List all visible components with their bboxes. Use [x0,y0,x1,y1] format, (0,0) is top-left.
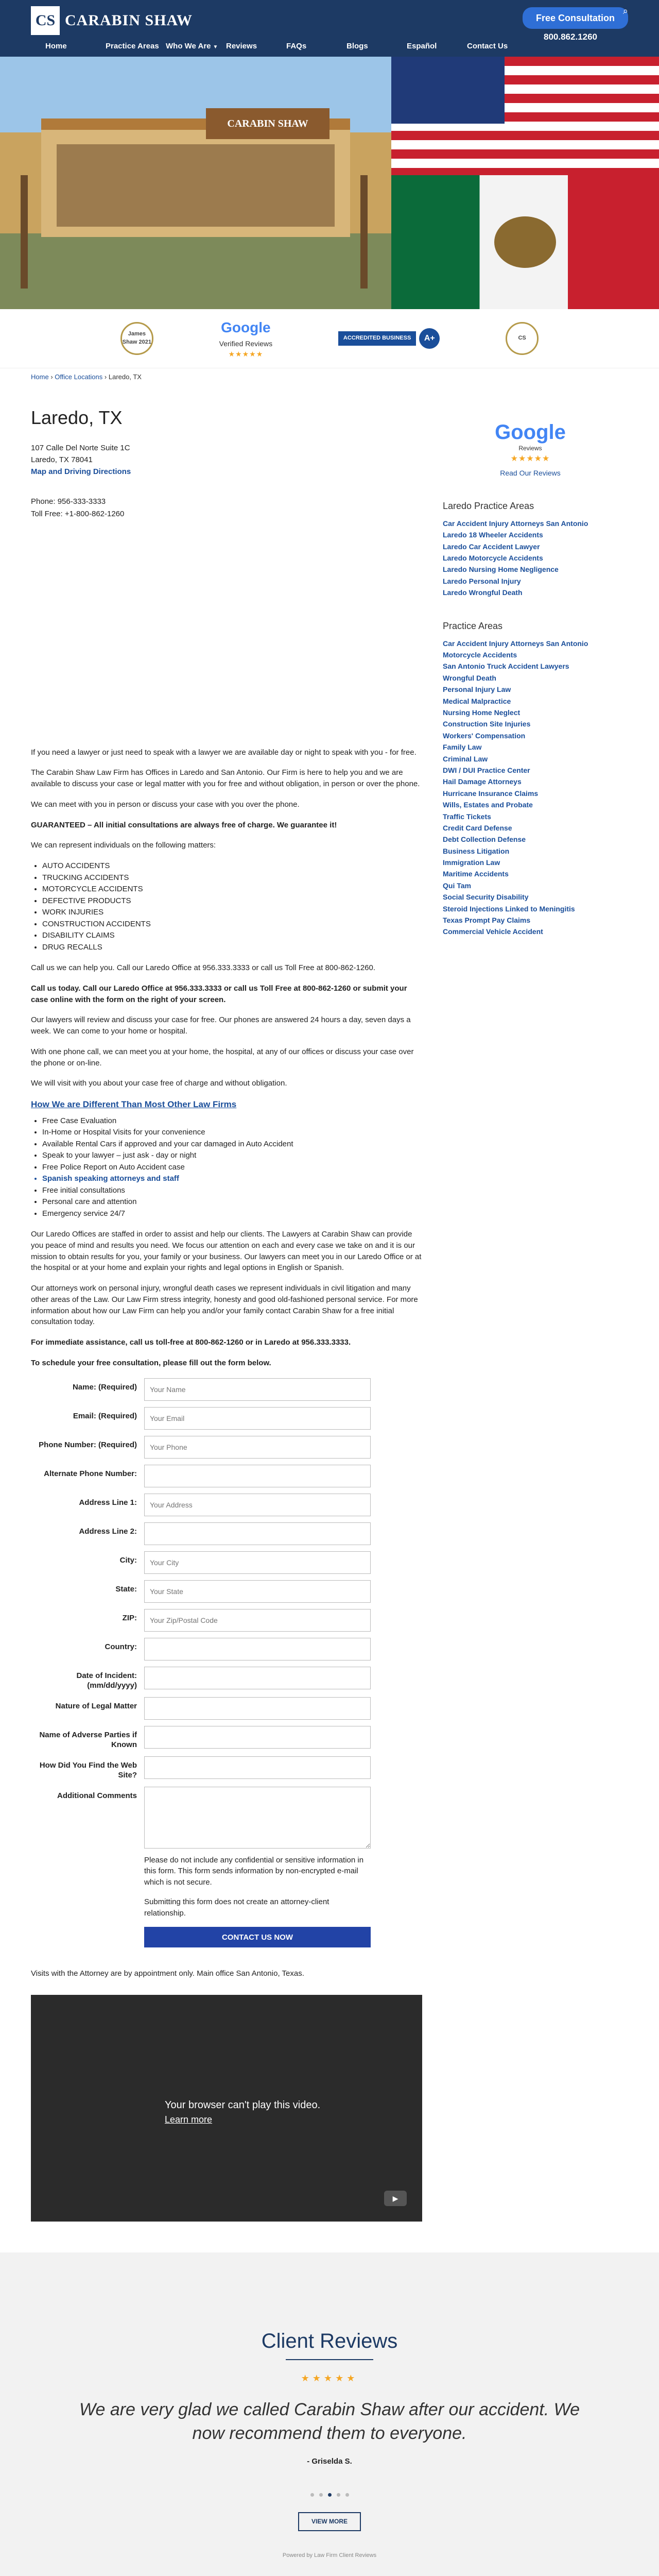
laredo-areas-list [443,518,618,599]
consultation-form [31,1378,422,1948]
list-item: • Free Police Report on Auto Accident case [42,1162,422,1174]
rating-stars: ★★★★★ [228,350,264,359]
building-windows [57,144,335,227]
carousel-dot[interactable] [310,2493,314,2497]
name-label: Name: (Required) [72,1382,137,1392]
flag-canton [391,57,505,124]
phone-input[interactable] [144,1436,371,1459]
zip-label: ZIP: [122,1613,137,1622]
sidebar [443,407,618,2252]
form-row [31,1580,422,1603]
video-error: Your browser can't play this video. [165,2099,321,2111]
sidebar-link[interactable]: Car Accident Injury Attorneys San Antonio [443,639,588,648]
breadcrumb-home[interactable]: Home [31,373,49,381]
nav-blogs[interactable]: Blogs [346,42,368,51]
matters-list [42,860,422,953]
address2-input[interactable] [144,1522,371,1545]
email-label: Email: (Required) [73,1411,137,1420]
sidebar-link[interactable]: Hurricane Insurance Claims [443,789,539,798]
sidebar-link[interactable]: Laredo Personal Injury [443,577,521,585]
phone-label: Phone Number: (Required) [39,1440,137,1449]
form-row [31,1551,422,1574]
form-intro: To schedule your free consultation, please fill out the form below. [31,1358,271,1367]
view-more-button[interactable]: VIEW MORE [298,2512,361,2531]
sidebar-heading: Practice Areas [443,620,503,631]
directions-link[interactable]: Map and Driving Directions [31,467,131,477]
chevron-down-icon: ▼ [213,44,218,50]
practice-areas-list [443,638,618,938]
sidebar-link[interactable]: Laredo Nursing Home Negligence [443,565,559,574]
bbb-rating: A+ [419,328,440,349]
carousel-dot[interactable] [337,2493,340,2497]
map-area [31,531,422,726]
found-site-label: How Did You Find the Web Site? [39,1760,137,1780]
city-input[interactable] [144,1551,371,1574]
main-nav [0,36,659,57]
state-input[interactable] [144,1580,371,1603]
badges-row [0,309,659,368]
search-icon[interactable]: ⌕ [622,6,628,16]
hero-banner [0,57,659,309]
address1-label: Address Line 1: [79,1498,137,1507]
sidebar-link[interactable]: Laredo Motorcycle Accidents [443,553,543,562]
google-reviews-label: Reviews [518,444,542,452]
sidebar-link[interactable]: Debt Collection Defense [443,835,526,844]
sidebar-link[interactable]: Qui Tam [443,881,471,890]
sidebar-link[interactable]: Social Security Disability [443,893,529,902]
sidebar-link[interactable]: Immigration Law [443,858,500,867]
paragraph: The Carabin Shaw Law Firm has Offices in Laredo and San Antonio. Our Firm is here to help you and we are available to discuss your case or legal matter with you for free and without obligation, in person or over the phone. [31,768,420,789]
review-quote: We are very glad we called Carabin Shaw after our accident. We now recommend them to everyone. [79,2400,580,2444]
read-reviews-link[interactable]: Read Our Reviews [500,469,561,478]
page-title: Laredo, TX [31,406,123,428]
google-verified-badge[interactable] [219,317,273,359]
form-row [31,1378,422,1401]
google-reviews-widget [443,417,618,479]
list-item: • Free Case Evaluation [42,1115,422,1127]
incident-date-label: Date of Incident: (mm/dd/yyyy) [76,1671,137,1690]
paragraph: Our attorneys work on personal injury, wrongful death cases we represent individuals in civil litigation and many other areas of the Law. Our Law Firm stress integrity, honesty and good old-fashioned personal service. For more information about how our Law Firm can help you and/or your family contact Carabin Shaw for a free initial consultation today. [31,1284,418,1327]
usa-flag [391,57,659,175]
mexico-flag [391,175,659,309]
office-contact [31,496,422,520]
form-note: Please do not include any confidential or sensitive information in this form. This form sends information by non-encrypted e-mail which is not secure. [144,1855,364,1887]
nature-input[interactable] [144,1697,371,1720]
nature-label: Nature of Legal Matter [55,1701,137,1710]
nav-faqs[interactable]: FAQs [286,42,307,51]
google-logo: Google [495,420,566,444]
sidebar-link[interactable]: DWI / DUI Practice Center [443,766,530,774]
reviews-heading: Client Reviews [261,2330,398,2353]
sidebar-link[interactable]: Workers' Compensation [443,731,526,740]
sidebar-link[interactable]: Laredo Car Accident Lawyer [443,542,540,551]
client-reviews-section [0,2252,659,2576]
list-item: • Personal care and attention [42,1196,422,1208]
paragraph: Call us we can help you. Call our Laredo Office at 956.333.3333 or call us Toll Free at 800-862-1260. [31,963,376,973]
list-item: • DEFECTIVE PRODUCTS [42,895,422,907]
alt-phone-input[interactable] [144,1465,371,1487]
name-input[interactable] [144,1378,371,1401]
sidebar-link[interactable]: Car Accident Injury Attorneys San Antonio [443,519,588,528]
free-consultation-button[interactable]: Free Consultation [523,7,628,29]
comments-label: Additional Comments [57,1791,137,1800]
sidebar-link[interactable]: Criminal Law [443,754,488,763]
sidebar-link[interactable]: Traffic Tickets [443,812,491,821]
paragraph: We can meet with you in person or discuss your case with you over the phone. [31,800,300,809]
google-verified-label: Verified Reviews [219,340,273,348]
address-line-2: Laredo, TX 78041 [31,455,93,465]
award-seal: James Shaw 2021 [120,322,153,355]
office-tollfree[interactable]: Toll Free: +1-800-862-1260 [31,509,125,518]
form-row [31,1609,422,1632]
bbb-badge[interactable] [338,328,440,349]
palm-tree [360,175,368,289]
paragraph: Our Laredo Offices are staffed in order to assist and help our clients. The Lawyers at Carabin Shaw can provide you peace of mind and results you need. We focus our attention on each and every case we take on and it is our mission to obtain results for you, your family or your business. Our lawyers can meet you in our Laredo Office or at the hospital or at your home and explain your rights and legal options in English or Spanish. [31,1230,422,1273]
list-item: • AUTO ACCIDENTS [42,860,422,872]
rating-stars: ★★★★★ [301,2373,358,2384]
address2-label: Address Line 2: [79,1527,137,1536]
list-item: • MOTORCYCLE ACCIDENTS [42,884,422,895]
form-row [31,1726,422,1750]
list-item: • DRUG RECALLS [42,942,422,954]
carousel-dot-active[interactable] [328,2493,332,2497]
site-header [0,0,659,57]
video-player[interactable] [31,1995,422,2222]
nav-who-we-are-label: Who We Are [166,42,211,51]
country-input[interactable] [144,1638,371,1660]
alt-phone-label: Alternate Phone Number: [44,1469,137,1478]
paragraph: If you need a lawyer or just need to speak with a lawyer we are available day or night to speak with you - for free. [31,748,417,757]
list-item: • Emergency service 24/7 [42,1208,422,1220]
sidebar-link[interactable]: Laredo Wrongful Death [443,588,523,597]
paragraph: Our lawyers will review and discuss your case for free. Our phones are answered 24 hours a day, seven days a week. We can come to your home or hospital. [31,1015,411,1036]
paragraph: We will visit with you about your case free of charge and without obligation. [31,1079,287,1088]
paragraph: With one phone call, we can meet you at your home, the hospital, at any of our offices or discuss your case over the phone or on-line. [31,1047,414,1067]
found-site-input[interactable] [144,1756,371,1779]
nav-contact[interactable]: Contact Us [467,42,508,51]
divider [286,2359,373,2360]
office-description [31,747,422,1369]
address-line-1: 107 Calle Del Norte Suite 1C [31,443,130,452]
building-sign: CARABIN SHAW [206,108,330,139]
sidebar-link[interactable]: Maritime Accidents [443,870,509,878]
main-content [31,407,422,2252]
site-logo[interactable] [31,6,193,35]
sidebar-link[interactable]: Medical Malpractice [443,697,511,705]
breadcrumb-current: Laredo, TX [108,373,142,381]
reviews-powered-by[interactable]: Powered by Law Firm Client Reviews [282,2552,377,2559]
call-now-text: Call us today. Call our Laredo Office at 956.333.3333 or call us Toll Free at 800-862-1260 or submit your case online with the form on the right of your screen. [31,984,407,1004]
form-row [31,1787,422,1849]
sidebar-link[interactable]: Business Litigation [443,846,510,855]
carousel-dot[interactable] [345,2493,349,2497]
list-item: • Speak to your lawyer – just ask - day or night [42,1150,422,1162]
sidebar-link[interactable]: San Antonio Truck Accident Lawyers [443,662,569,671]
flag-emblem [494,216,556,268]
learn-more-link[interactable]: Learn more [165,2114,213,2125]
list-item: • Free initial consultations [42,1185,422,1197]
form-row [31,1407,422,1430]
nav-home[interactable]: Home [45,42,67,51]
firm-seal: CS [506,322,539,355]
breadcrumb [0,368,659,386]
country-label: Country: [105,1642,137,1651]
adverse-parties-input[interactable] [144,1726,371,1749]
logo-text: CARABIN SHAW [65,12,193,29]
nav-reviews[interactable]: Reviews [226,42,257,51]
list-item: • WORK INJURIES [42,907,422,919]
nav-who-we-are[interactable] [166,41,226,52]
section-heading: How We are Different Than Most Other Law Firms [31,1099,237,1110]
email-input[interactable] [144,1407,371,1430]
breadcrumb-sep: › [50,373,53,381]
list-item: • Spanish speaking attorneys and staff [42,1173,422,1185]
comments-input[interactable] [144,1787,371,1849]
sidebar-link[interactable]: Personal Injury Law [443,685,511,694]
nav-practice-areas[interactable]: Practice Areas [106,42,159,51]
form-row [31,1436,422,1459]
sidebar-link[interactable]: Wills, Estates and Probate [443,801,533,809]
content-wrap [0,386,659,2252]
office-building-image [0,57,391,309]
sidebar-link[interactable]: Steroid Injections Linked to Meningitis [443,904,575,913]
form-row [31,1756,422,1781]
list-item: • TRUCKING ACCIDENTS [42,872,422,884]
list-item: • In-Home or Hospital Visits for your convenience [42,1127,422,1139]
google-logo: Google [221,319,271,336]
list-item: • Available Rental Cars if approved and your car damaged in Auto Accident [42,1139,422,1150]
form-row [31,1465,422,1487]
youtube-icon[interactable]: ▶ [384,2191,407,2206]
incident-date-input[interactable] [144,1667,371,1689]
form-row [31,1638,422,1660]
differences-list [42,1115,422,1220]
bbb-label: ACCREDITED BUSINESS [338,331,416,346]
sidebar-link[interactable]: Family Law [443,743,482,752]
breadcrumb-offices[interactable]: Office Locations [55,373,103,381]
form-row [31,1697,422,1720]
review-author: - Griselda S. [307,2457,352,2466]
award-badge [120,322,153,355]
sidebar-link[interactable]: Commercial Vehicle Accident [443,927,543,936]
city-label: City: [119,1555,137,1565]
header-phone[interactable]: 800.862.1260 [544,32,597,42]
form-note: Submitting this form does not create an attorney-client relationship. [144,1897,330,1918]
flags-image [391,57,659,309]
list-item: • CONSTRUCTION ACCIDENTS [42,919,422,930]
form-row [31,1667,422,1691]
sidebar-link[interactable]: Laredo 18 Wheeler Accidents [443,531,543,539]
paragraph: We can represent individuals on the following matters: [31,841,216,850]
list-item: • DISABILITY CLAIMS [42,930,422,942]
adverse-parties-label: Name of Adverse Parties if Known [39,1730,137,1750]
contact-us-button[interactable]: CONTACT US NOW [144,1927,371,1947]
office-address [31,442,422,478]
sidebar-heading: Laredo Practice Areas [443,500,534,511]
rating-stars: ★★★★★ [510,454,550,464]
form-row [31,1494,422,1516]
sidebar-link[interactable]: Motorcycle Accidents [443,651,517,659]
carousel-dots [0,2493,659,2497]
sidebar-link[interactable]: Credit Card Defense [443,823,512,832]
sidebar-link[interactable]: Nursing Home Neglect [443,708,521,717]
sidebar-link[interactable]: Texas Prompt Pay Claims [443,916,531,925]
zip-input[interactable] [144,1609,371,1632]
office-phone[interactable]: Phone: 956-333-3333 [31,497,106,506]
firm-seal-badge [506,322,539,355]
state-label: State: [115,1584,137,1594]
sidebar-link[interactable]: Hail Damage Attorneys [443,777,522,786]
nav-espanol[interactable]: Español [407,42,437,51]
guarantee-text: GUARANTEED – All initial consultations are always free of charge. We guarantee it! [31,820,337,829]
video-message [165,2098,320,2126]
sidebar-link[interactable]: Construction Site Injuries [443,720,531,728]
form-row [31,1522,422,1545]
palm-tree [21,175,28,289]
logo-mark: CS [31,6,60,35]
breadcrumb-sep: › [104,373,107,381]
assistance-text: For immediate assistance, call us toll-free at 800-862-1260 or in Laredo at 956.333.3333. [31,1338,351,1347]
address1-input[interactable] [144,1494,371,1516]
sidebar-link[interactable]: Wrongful Death [443,673,496,682]
carousel-dot[interactable] [319,2493,323,2497]
visits-note: Visits with the Attorney are by appointment only. Main office San Antonio, Texas. [31,1969,304,1978]
